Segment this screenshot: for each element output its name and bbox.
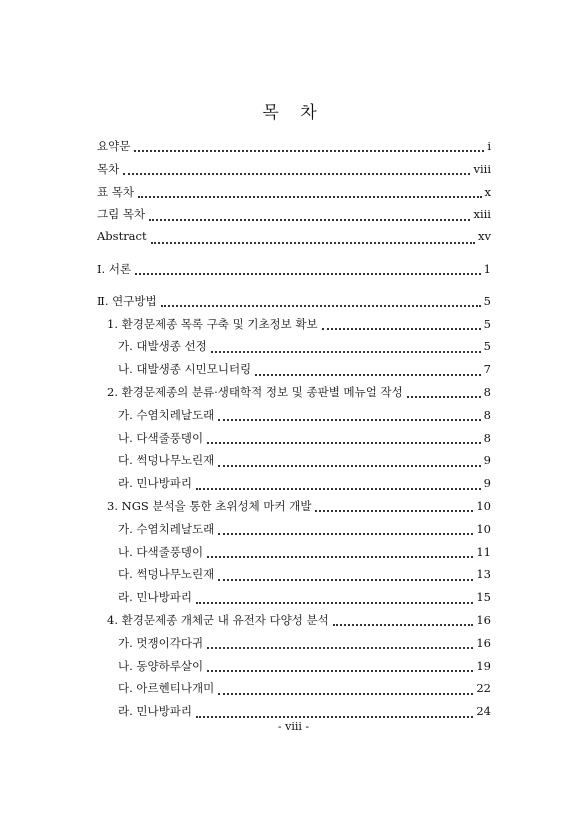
toc-leader-dots [322, 327, 481, 330]
toc-entry-page: 8 [483, 384, 491, 399]
toc-entry-subsection[interactable] [97, 452, 491, 475]
toc-entry-page: 5 [483, 339, 491, 354]
toc-leader-dots [315, 509, 473, 512]
toc-entry-label: 목차 [97, 161, 120, 176]
toc-leader-dots [218, 532, 473, 535]
toc-entry-page: 15 [476, 590, 491, 605]
toc-entry-front[interactable] [97, 206, 491, 229]
toc-leader-dots [207, 555, 473, 558]
toc-entry-label: 가. 대발생종 선정 [118, 339, 207, 354]
toc-entry-page: 9 [483, 476, 491, 491]
toc-entry-page: 22 [476, 681, 491, 696]
toc-entry-subsection[interactable] [97, 589, 491, 612]
toc-entry-subsection[interactable] [97, 407, 491, 430]
toc-entry-subsection[interactable] [97, 566, 491, 589]
toc-entry-subsection[interactable] [97, 658, 491, 681]
toc-leader-dots [149, 218, 470, 221]
toc-entry-subsection[interactable] [97, 361, 491, 384]
toc-leader-dots [211, 350, 481, 353]
toc-entry-subsection[interactable] [97, 635, 491, 658]
toc-entry-subsection[interactable] [97, 475, 491, 498]
toc-leader-dots [135, 272, 481, 275]
toc-entry-section[interactable] [97, 316, 491, 339]
toc-entry-label: 나. 다색줄풍뎅이 [118, 430, 204, 445]
toc-front-matter [97, 138, 491, 252]
toc-entry-label: 가. 수염치레날도래 [118, 407, 215, 422]
toc-entry-label: 다. 썩덩나무노린재 [118, 567, 215, 582]
toc-leader-dots [123, 172, 470, 175]
toc-leader-dots [218, 578, 473, 581]
toc-entry-page: 8 [483, 407, 491, 422]
toc-entry-section[interactable] [97, 612, 491, 635]
toc-entry-label: Ⅰ. 서론 [97, 261, 132, 276]
toc-entry-label: 그림 목차 [97, 207, 146, 222]
toc-leader-dots [218, 464, 480, 467]
toc-entry-section[interactable] [97, 498, 491, 521]
toc-entry-label: 2. 환경문제종의 분류·생태학적 정보 및 종판별 메뉴얼 작성 [107, 384, 403, 399]
toc-entry-page: xv [478, 229, 491, 244]
toc-entry-label: 다. 아르헨티나개미 [118, 681, 215, 696]
toc-entry-page: 16 [476, 635, 491, 650]
toc-entry-page: 8 [483, 430, 491, 445]
toc-entry-label: 3. NGS 분석을 통한 초위성체 마커 개발 [107, 498, 312, 513]
toc-entry-label: 가. 수염치레날도래 [118, 521, 215, 536]
toc-entry-chapter-1[interactable] [97, 261, 491, 284]
toc-entry-page: 16 [476, 612, 491, 627]
toc-leader-dots [207, 669, 473, 672]
toc-entry-label: 다. 썩덩나무노린재 [118, 453, 215, 468]
toc-leader-dots [218, 418, 480, 421]
toc-leader-dots [196, 715, 473, 718]
toc-entry-page: 11 [476, 544, 491, 559]
toc-entry-front[interactable] [97, 138, 491, 161]
toc-leader-dots [333, 623, 474, 626]
page-title: 목 차 [262, 103, 325, 123]
page-number-footer: - viii - [277, 720, 310, 733]
toc-entry-page: 5 [483, 293, 491, 308]
toc-entry-label: 4. 환경문제종 개체군 내 유전자 다양성 분석 [107, 612, 329, 627]
toc-entry-page: x [484, 184, 491, 199]
toc-entry-label: 라. 민나방파리 [118, 590, 192, 605]
toc-entry-page: 5 [483, 316, 491, 331]
toc-entry-label: 나. 다색줄풍뎅이 [118, 544, 204, 559]
toc-entry-label: 표 목차 [97, 184, 134, 199]
toc-entry-label: 라. 민나방파리 [118, 704, 192, 719]
toc-entry-page: xiii [473, 207, 491, 222]
table-of-contents [97, 138, 491, 726]
toc-entry-page: 10 [476, 521, 491, 536]
toc-entry-subsection[interactable] [97, 430, 491, 453]
toc-leader-dots [218, 692, 473, 695]
toc-entry-subsection[interactable] [97, 338, 491, 361]
toc-leader-dots [207, 646, 473, 649]
toc-leader-dots [151, 241, 475, 244]
toc-leader-dots [138, 195, 482, 198]
toc-entry-front[interactable] [97, 184, 491, 207]
toc-entry-section[interactable] [97, 384, 491, 407]
toc-entry-subsection[interactable] [97, 680, 491, 703]
toc-entry-label: Abstract [97, 229, 147, 244]
toc-leader-dots [134, 149, 484, 152]
toc-entry-page: 24 [476, 704, 491, 719]
toc-entry-label: 나. 동양하루살이 [118, 658, 204, 673]
toc-entry-front[interactable] [97, 229, 491, 252]
toc-entry-page: 9 [483, 453, 491, 468]
toc-entry-page: 7 [483, 362, 491, 377]
toc-entry-page: 1 [483, 261, 491, 276]
toc-sections [97, 316, 491, 726]
toc-leader-dots [196, 601, 473, 604]
toc-entry-label: 1. 환경문제종 목록 구축 및 기초정보 확보 [107, 316, 318, 331]
toc-entry-page: 19 [476, 658, 491, 673]
toc-leader-dots [196, 487, 481, 490]
toc-entry-front[interactable] [97, 161, 491, 184]
toc-leader-dots [407, 395, 481, 398]
toc-entry-page: 10 [476, 498, 491, 513]
toc-entry-page: i [487, 139, 491, 153]
toc-entry-label: 라. 민나방파리 [118, 476, 192, 491]
toc-entry-label: Ⅱ. 연구방법 [97, 293, 157, 308]
toc-entry-chapter-2[interactable] [97, 293, 491, 316]
toc-entry-label: 나. 대발생종 시민모니터링 [118, 362, 252, 377]
toc-entry-label: 가. 멋쟁이각다귀 [118, 635, 204, 650]
toc-leader-dots [207, 441, 481, 444]
toc-leader-dots [255, 373, 481, 376]
toc-entry-page: 13 [476, 567, 491, 582]
toc-leader-dots [161, 304, 481, 307]
toc-entry-page: viii [473, 161, 491, 176]
toc-entry-subsection[interactable] [97, 521, 491, 544]
toc-entry-subsection[interactable] [97, 544, 491, 567]
toc-entry-label: 요약문 [97, 139, 131, 153]
